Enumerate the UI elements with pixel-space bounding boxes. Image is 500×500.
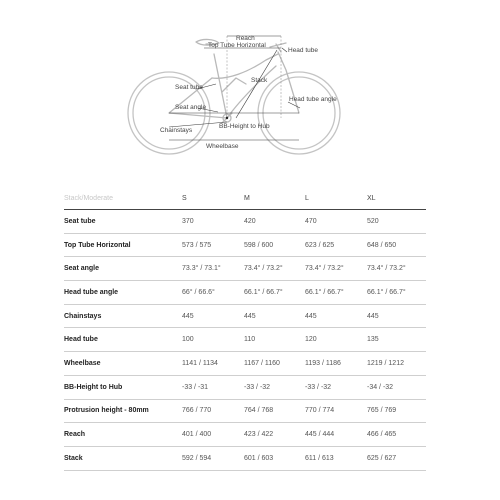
head-tube-leader: [282, 48, 287, 52]
cell-value: 573 / 575: [182, 233, 244, 257]
table-header-row: [64, 187, 426, 210]
row-label: Protrusion height - 80mm: [64, 399, 182, 423]
cell-value: 73.3° / 73.1°: [182, 257, 244, 281]
table-row: [64, 304, 426, 328]
cell-value: 1141 / 1134: [182, 352, 244, 376]
cell-value: 66.1° / 66.7°: [244, 281, 305, 305]
cell-value: 1193 / 1186: [305, 352, 367, 376]
cell-value: 765 / 769: [367, 399, 426, 423]
row-label: Seat tube: [64, 210, 182, 234]
cell-value: 66° / 66.6°: [182, 281, 244, 305]
table-row: [64, 328, 426, 352]
table-row: [64, 375, 426, 399]
row-label: Top Tube Horizontal: [64, 233, 182, 257]
label-head-tube-angle: Head tube angle: [289, 96, 337, 103]
cell-value: 445: [367, 304, 426, 328]
cell-value: 445: [305, 304, 367, 328]
cell-value: 420: [244, 210, 305, 234]
cell-value: 100: [182, 328, 244, 352]
table-row: [64, 281, 426, 305]
cell-value: 520: [367, 210, 426, 234]
cell-value: 110: [244, 328, 305, 352]
label-top-tube-horizontal: Top Tube Horizontal: [208, 42, 266, 49]
cell-value: 370: [182, 210, 244, 234]
row-label: Head tube angle: [64, 281, 182, 305]
column-header-size: S: [182, 187, 244, 210]
label-wheelbase: Wheelbase: [206, 143, 239, 150]
table-row: [64, 423, 426, 447]
table-row: [64, 210, 426, 234]
cell-value: 648 / 650: [367, 233, 426, 257]
cell-value: 611 / 613: [305, 446, 367, 470]
cell-value: 1167 / 1160: [244, 352, 305, 376]
label-reach: Reach: [236, 35, 255, 42]
cell-value: -33 / -32: [244, 375, 305, 399]
cell-value: 592 / 594: [182, 446, 244, 470]
cell-value: 445 / 444: [305, 423, 367, 447]
cell-value: -33 / -32: [305, 375, 367, 399]
cell-value: 120: [305, 328, 367, 352]
table-row: [64, 257, 426, 281]
cell-value: 1219 / 1212: [367, 352, 426, 376]
table-row: [64, 446, 426, 470]
cell-value: 66.1° / 66.7°: [305, 281, 367, 305]
cell-value: 764 / 768: [244, 399, 305, 423]
column-header-size: XL: [367, 187, 426, 210]
cell-value: 766 / 770: [182, 399, 244, 423]
column-header-size: L: [305, 187, 367, 210]
cell-value: 623 / 625: [305, 233, 367, 257]
label-stack: Stack: [251, 77, 268, 84]
cell-value: 401 / 400: [182, 423, 244, 447]
geometry-table: [64, 187, 426, 471]
cell-value: 135: [367, 328, 426, 352]
column-header-variant: Stack/Moderate: [64, 187, 182, 210]
column-header-size: M: [244, 187, 305, 210]
cell-value: 66.1° / 66.7°: [367, 281, 426, 305]
label-head-tube: Head tube: [288, 47, 318, 54]
cell-value: 73.4° / 73.2°: [244, 257, 305, 281]
row-label: Reach: [64, 423, 182, 447]
row-label: Seat angle: [64, 257, 182, 281]
table-row: [64, 399, 426, 423]
cell-value: 598 / 600: [244, 233, 305, 257]
table-row: [64, 352, 426, 376]
label-bb-height-to-hub: BB-Height to Hub: [219, 123, 270, 130]
row-label: Chainstays: [64, 304, 182, 328]
cell-value: 625 / 627: [367, 446, 426, 470]
row-label: BB-Height to Hub: [64, 375, 182, 399]
cell-value: 73.4° / 73.2°: [367, 257, 426, 281]
cell-value: -34 / -32: [367, 375, 426, 399]
bike-geometry-diagram: [0, 0, 500, 165]
label-seat-tube: Seat tube: [175, 84, 203, 91]
cell-value: 445: [244, 304, 305, 328]
label-seat-angle: Seat angle: [175, 104, 207, 111]
bb-marker: [226, 117, 228, 119]
cell-value: 466 / 465: [367, 423, 426, 447]
label-chainstays: Chainstays: [160, 127, 193, 134]
cell-value: 470: [305, 210, 367, 234]
cell-value: 601 / 603: [244, 446, 305, 470]
row-label: Head tube: [64, 328, 182, 352]
row-label: Stack: [64, 446, 182, 470]
table-row: [64, 233, 426, 257]
cell-value: -33 / -31: [182, 375, 244, 399]
cell-value: 423 / 422: [244, 423, 305, 447]
cell-value: 73.4° / 73.2°: [305, 257, 367, 281]
row-label: Wheelbase: [64, 352, 182, 376]
cell-value: 445: [182, 304, 244, 328]
cell-value: 770 / 774: [305, 399, 367, 423]
